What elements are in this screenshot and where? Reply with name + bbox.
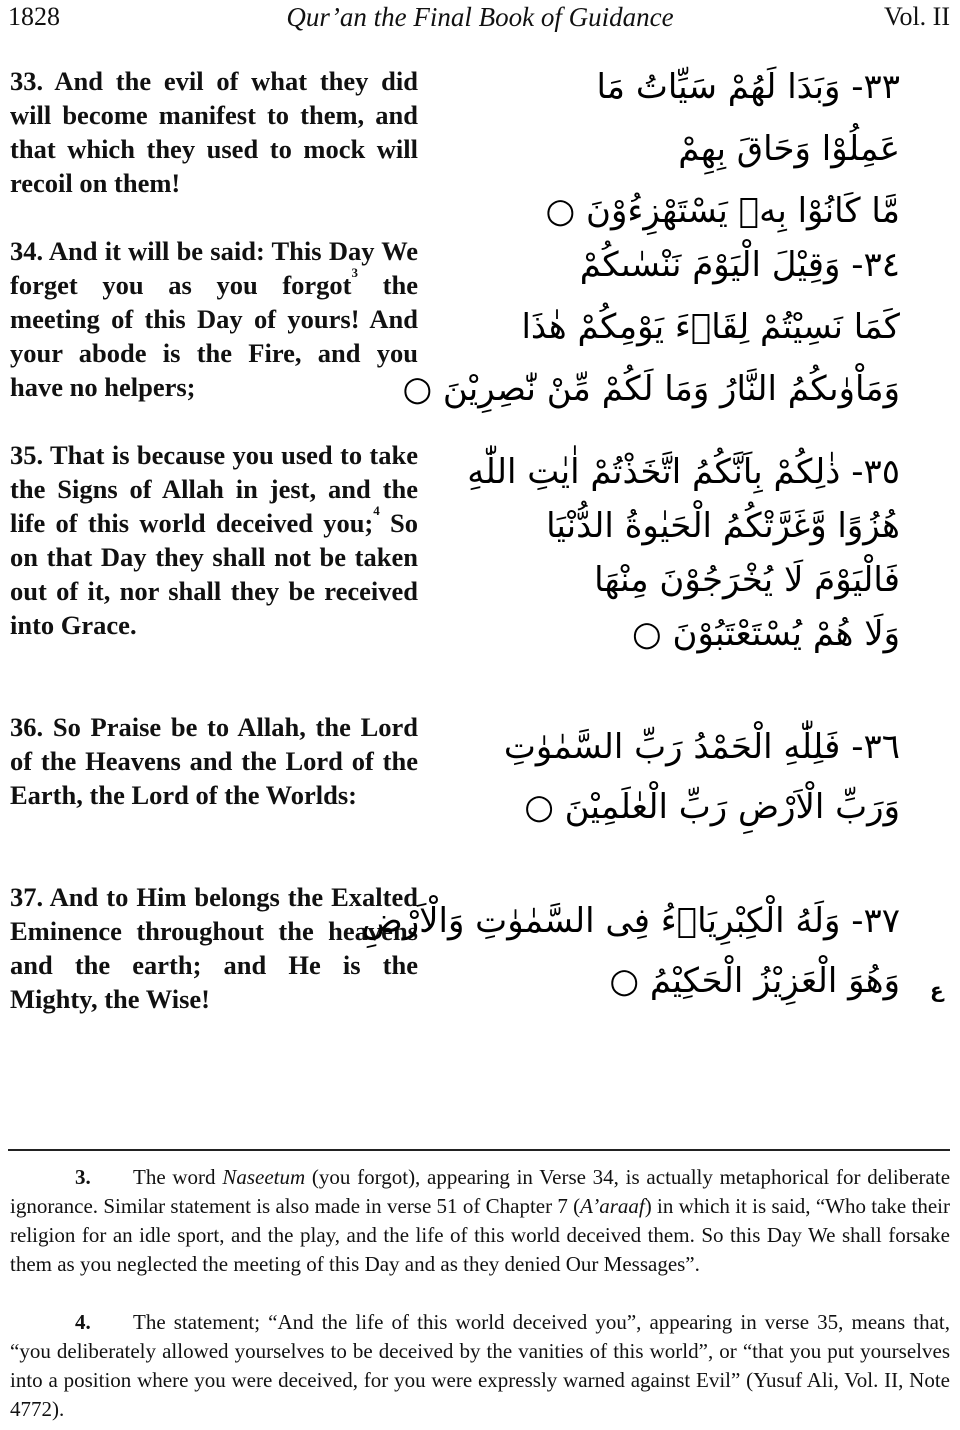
arabic-line: مَّا كَانُوْا بِهٖ يَسْتَهْزِءُوْنَ ○: [545, 191, 900, 231]
verse-34-text-b: the meeting of this Day of yours! And your abode is the Fire, and you have no helpers;: [10, 270, 418, 402]
arabic-line: وَلَا هُمْ يُسْتَعْتَبُوْنَ ○: [632, 614, 900, 654]
verse-33-translation: 33. And the evil of what they did will become manifest to them, and that which they used to mock will recoil on them!: [10, 66, 418, 198]
footnote-text: (you forgot), appearing in Verse 34, is actually metaphorical for deliberate ignorance. Similar statement is also made in verse 51 of Chapter 7 (: [10, 1165, 951, 1218]
volume-label: Vol. II: [884, 2, 950, 31]
verse-33-arabic: [470, 67, 900, 231]
verse-35-text-a: 35. That is because you used to take the Signs of Allah in jest, and the life of this world deceived you;: [10, 440, 418, 538]
arabic-line: فَالْيَوْمَ لَا يُخْرَجُوْنَ مِنْهَا: [594, 560, 900, 600]
footnote-text: The statement; “And the life of this world deceived you”, appearing in verse 35, means that, “you deliberately allowed yourselves to be deceived by the vanities of this world”, or “that you put yourselves into a position where you were deceived, for you were expressly warned against Evil” (Yusuf Ali, Vol. II, Note 4772).: [10, 1310, 950, 1421]
ruku-mark: ع: [930, 978, 944, 1002]
verse-36-translation: 36. So Praise be to Allah, the Lord of the Heavens and the Lord of the Earth, the Lord of the Worlds:: [10, 712, 418, 810]
footnote-number: 4.: [75, 1310, 91, 1334]
footnote-italic-term: A’araaf: [580, 1194, 645, 1218]
arabic-line: ٣٧- وَلَهُ الْكِبْرِيَاۤءُ فِى السَّمٰوٰتِ وَالْاَرْضِ: [361, 901, 900, 941]
footnote-divider: [8, 1149, 950, 1151]
arabic-line: ٣٤- وَقِيْلَ الْيَوْمَ نَنْسٰىكُمْ: [579, 245, 900, 285]
verse-36-arabic: [470, 727, 900, 827]
footnote-3: [10, 1163, 950, 1279]
arabic-line: ٣٦- فَلِلّٰهِ الْحَمْدُ رَبِّ السَّمٰوٰتِ: [503, 727, 900, 767]
book-title: Qur’an the Final Book of Guidance: [286, 2, 674, 32]
footnote-italic-term: Naseetum: [222, 1165, 306, 1189]
verse-37-translation: 37. And to Him belongs the Exalted Eminence throughout the heavens and the earth; and He is the Mighty, the Wise!: [10, 882, 418, 1014]
verse-34-text-a: 34. And it will be said: This Day We forget you as you forgot: [10, 236, 418, 300]
verse-34-arabic: [402, 245, 900, 409]
arabic-line: هُزُوًا وَّغَرَّتْكُمُ الْحَيٰوةُ الدُّنْيَا: [546, 506, 900, 546]
verse-35-arabic: [467, 452, 900, 654]
footnote-text: ) in which it is said, “Who take their religion for an idle sport, and the play, and the life of this world deceived them. So this Day We shall forsake them as you neglected the meeting of this Day and as they denied Our Messages”.: [10, 1194, 950, 1276]
arabic-line: وَرَبِّ الْاَرْضِ رَبِّ الْعٰلَمِيْنَ ○: [524, 787, 900, 827]
verse-35-text-b: So on that Day they shall not be taken out of it, nor shall they be received into Grace.: [10, 508, 418, 640]
footnote-text: The word: [133, 1165, 223, 1189]
footnote-ref-4: 4: [373, 503, 380, 518]
arabic-line: ٣٣- وَبَدَا لَهُمْ سَيِّاتُ مَا: [596, 67, 900, 107]
arabic-line: ٣٥- ذٰلِكُمْ بِاَنَّكُمُ اتَّخَذْتُمْ اٰيٰتِ اللّٰهِ: [467, 452, 900, 492]
page-number: 1828: [8, 2, 60, 31]
verse-34-translation: [10, 234, 418, 404]
verse-35-translation: [10, 438, 418, 642]
footnote-number: 3.: [75, 1165, 91, 1189]
page-header: [0, 0, 960, 40]
verse-37-arabic: [361, 901, 900, 1001]
footnote-4: [10, 1308, 950, 1424]
arabic-line: كَمَا نَسِيْتُمْ لِقَاۤءَ يَوْمِكُمْ هٰذَا: [521, 307, 900, 347]
arabic-line: وَمَاْوٰىكُمُ النَّارُ وَمَا لَكُمْ مِّنْ نّٰصِرِيْنَ ○: [402, 369, 900, 409]
footnote-ref-3: 3: [351, 265, 359, 280]
arabic-line: عَمِلُوْا وَحَاقَ بِهِمْ: [678, 129, 900, 169]
arabic-line: وَهُوَ الْعَزِيْزُ الْحَكِيْمُ ○: [609, 961, 900, 1001]
